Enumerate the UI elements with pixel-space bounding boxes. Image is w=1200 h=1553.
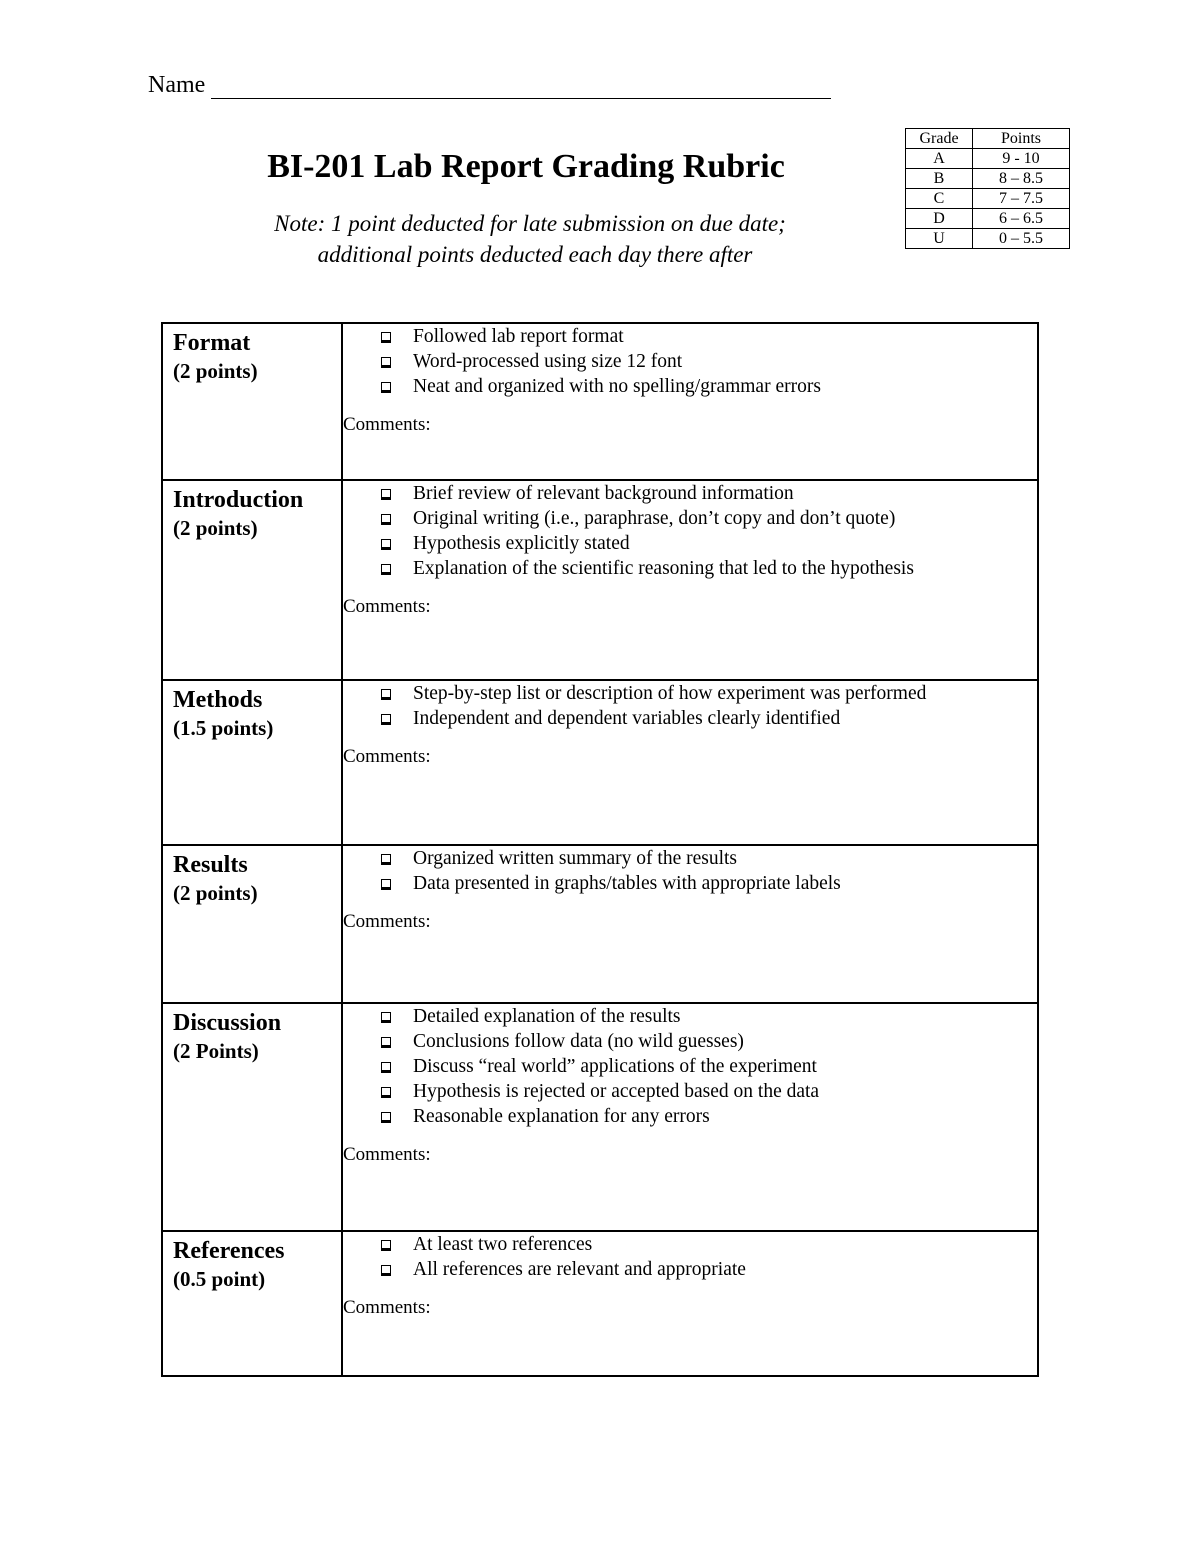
checkbox-icon[interactable] [381, 382, 391, 393]
category-name: Format [173, 330, 251, 356]
grade-points: 8 – 8.5 [973, 169, 1070, 189]
comments-label: Comments: [343, 911, 431, 932]
comments-label: Comments: [343, 1297, 431, 1318]
grade-scale-table [905, 128, 1070, 249]
criteria-item[interactable]: Organized written summary of the results [381, 846, 1037, 871]
criteria-cell [342, 845, 1038, 1003]
criteria-item[interactable]: Hypothesis is rejected or accepted based on the data [381, 1079, 1037, 1104]
criteria-item[interactable]: Neat and organized with no spelling/grammar errors [381, 374, 1037, 399]
criteria-item[interactable]: Explanation of the scientific reasoning that led to the hypothesis [381, 556, 1037, 581]
criteria-item[interactable]: Step-by-step list or description of how experiment was performed [381, 681, 1037, 706]
rubric-row-references [162, 1231, 1038, 1376]
rubric-row-methods [162, 680, 1038, 845]
criteria-item[interactable]: At least two references [381, 1232, 1037, 1257]
grade-points: 6 – 6.5 [973, 209, 1070, 229]
checkbox-icon[interactable] [381, 879, 391, 890]
checkbox-icon[interactable] [381, 357, 391, 368]
rubric-row-format [162, 323, 1038, 480]
category-points: (2 points) [173, 359, 258, 383]
criteria-list [343, 324, 1037, 399]
category-cell [162, 1003, 342, 1231]
criteria-item[interactable]: Word-processed using size 12 font [381, 349, 1037, 374]
rubric-table [161, 322, 1039, 1377]
name-underline[interactable] [211, 74, 831, 99]
criteria-list [343, 681, 1037, 731]
category-name: References [173, 1238, 285, 1264]
checkbox-icon[interactable] [381, 514, 391, 525]
criteria-list [343, 1004, 1037, 1129]
criteria-list [343, 846, 1037, 896]
comments-label: Comments: [343, 596, 431, 617]
checkbox-icon[interactable] [381, 854, 391, 865]
category-points: (2 Points) [173, 1039, 259, 1063]
late-note-line-2: additional points deducted each day there after [317, 242, 753, 267]
criteria-item[interactable]: Reasonable explanation for any errors [381, 1104, 1037, 1129]
grade-scale-row [906, 149, 1070, 169]
category-name: Discussion [173, 1010, 282, 1036]
checkbox-icon[interactable] [381, 1037, 391, 1048]
checkbox-icon[interactable] [381, 1087, 391, 1098]
criteria-item[interactable]: Independent and dependent variables clearly identified [381, 706, 1037, 731]
grade-letter: U [906, 229, 973, 249]
grade-scale-row [906, 189, 1070, 209]
criteria-cell [342, 680, 1038, 845]
checkbox-icon[interactable] [381, 714, 391, 725]
checkbox-icon[interactable] [381, 539, 391, 550]
criteria-item[interactable]: Original writing (i.e., paraphrase, don’t copy and don’t quote) [381, 506, 1037, 531]
grade-scale-row [906, 209, 1070, 229]
criteria-item[interactable]: Brief review of relevant background information [381, 481, 1037, 506]
category-cell [162, 480, 342, 680]
category-cell [162, 323, 342, 480]
category-name: Introduction [173, 487, 304, 513]
grade-scale-row [906, 169, 1070, 189]
rubric-row-discussion [162, 1003, 1038, 1231]
page-title: BI-201 Lab Report Grading Rubric [267, 148, 785, 185]
category-points: (2 points) [173, 516, 258, 540]
grade-scale-row [906, 229, 1070, 249]
checkbox-icon[interactable] [381, 1265, 391, 1276]
grade-points: 9 - 10 [973, 149, 1070, 169]
checkbox-icon[interactable] [381, 1012, 391, 1023]
criteria-item[interactable]: All references are relevant and appropriate [381, 1257, 1037, 1282]
criteria-item[interactable]: Hypothesis explicitly stated [381, 531, 1037, 556]
criteria-cell [342, 1231, 1038, 1376]
category-name: Methods [173, 687, 263, 713]
criteria-item[interactable]: Followed lab report format [381, 324, 1037, 349]
rubric-row-introduction [162, 480, 1038, 680]
checkbox-icon[interactable] [381, 1240, 391, 1251]
grade-letter: B [906, 169, 973, 189]
comments-label: Comments: [343, 414, 431, 435]
checkbox-icon[interactable] [381, 689, 391, 700]
late-note [0, 208, 1060, 270]
criteria-cell [342, 323, 1038, 480]
criteria-item[interactable]: Discuss “real world” applications of the experiment [381, 1054, 1037, 1079]
name-field [148, 72, 831, 99]
category-cell [162, 1231, 342, 1376]
rubric-row-results [162, 845, 1038, 1003]
checkbox-icon[interactable] [381, 332, 391, 343]
criteria-cell [342, 480, 1038, 680]
checkbox-icon[interactable] [381, 1112, 391, 1123]
grade-column-header: Grade [906, 129, 973, 149]
grade-points: 7 – 7.5 [973, 189, 1070, 209]
checkbox-icon[interactable] [381, 564, 391, 575]
category-cell [162, 845, 342, 1003]
grade-letter: C [906, 189, 973, 209]
checkbox-icon[interactable] [381, 489, 391, 500]
name-label: Name [148, 72, 206, 98]
grade-letter: A [906, 149, 973, 169]
points-column-header: Points [973, 129, 1070, 149]
category-cell [162, 680, 342, 845]
criteria-list [343, 1232, 1037, 1282]
criteria-list [343, 481, 1037, 581]
grade-letter: D [906, 209, 973, 229]
checkbox-icon[interactable] [381, 1062, 391, 1073]
comments-label: Comments: [343, 746, 431, 767]
criteria-item[interactable]: Conclusions follow data (no wild guesses) [381, 1029, 1037, 1054]
late-note-line-1: Note: 1 point deducted for late submission on due date; [274, 211, 786, 236]
category-points: (2 points) [173, 881, 258, 905]
criteria-cell [342, 1003, 1038, 1231]
grade-points: 0 – 5.5 [973, 229, 1070, 249]
grade-scale-header-row [906, 129, 1070, 149]
criteria-item[interactable]: Detailed explanation of the results [381, 1004, 1037, 1029]
comments-label: Comments: [343, 1144, 431, 1165]
category-points: (1.5 points) [173, 716, 274, 740]
category-name: Results [173, 852, 248, 878]
category-points: (0.5 point) [173, 1267, 266, 1291]
criteria-item[interactable]: Data presented in graphs/tables with appropriate labels [381, 871, 1037, 896]
